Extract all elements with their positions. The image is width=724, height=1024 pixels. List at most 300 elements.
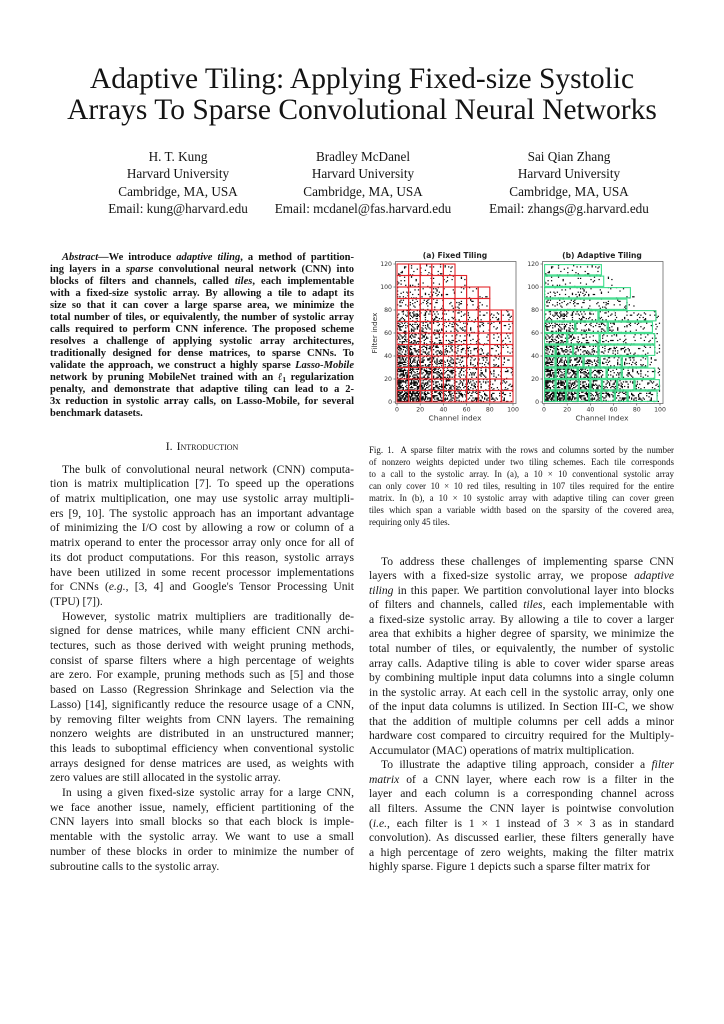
- nonzero-weight-dot: [479, 374, 480, 375]
- nonzero-weight-dot: [575, 393, 576, 394]
- text-line: [369, 468, 674, 480]
- nonzero-weight-dot: [625, 339, 626, 340]
- nonzero-weight-dot: [564, 354, 565, 355]
- line-text: [369, 469, 674, 479]
- nonzero-weight-dot: [552, 350, 553, 351]
- nonzero-weight-dot: [588, 363, 589, 364]
- nonzero-weight-dot: [493, 364, 494, 365]
- nonzero-weight-dot: [549, 396, 550, 397]
- nonzero-weight-dot: [557, 361, 558, 362]
- nonzero-weight-dot: [603, 302, 604, 303]
- nonzero-weight-dot: [581, 307, 582, 308]
- nonzero-weight-dot: [630, 323, 631, 324]
- nonzero-weight-dot: [609, 384, 610, 385]
- nonzero-weight-dot: [406, 400, 407, 401]
- nonzero-weight-dot: [586, 351, 587, 352]
- nonzero-weight-dot: [457, 358, 458, 359]
- nonzero-weight-dot: [654, 388, 655, 389]
- nonzero-weight-dot: [424, 386, 425, 387]
- nonzero-weight-dot: [486, 296, 487, 297]
- nonzero-weight-dot: [603, 358, 604, 359]
- nonzero-weight-dot: [510, 384, 511, 385]
- nonzero-weight-dot: [402, 377, 403, 378]
- nonzero-weight-dot: [462, 384, 463, 385]
- nonzero-weight-dot: [405, 336, 406, 337]
- nonzero-weight-dot: [498, 318, 499, 319]
- nonzero-weight-dot: [599, 371, 600, 372]
- text-run: , each implementable: [252, 276, 354, 287]
- nonzero-weight-dot: [593, 388, 594, 389]
- nonzero-weight-dot: [595, 340, 596, 341]
- nonzero-weight-dot: [398, 395, 399, 396]
- nonzero-weight-dot: [568, 396, 569, 397]
- nonzero-weight-dot: [612, 340, 613, 341]
- nonzero-weight-dot: [404, 374, 405, 375]
- nonzero-weight-dot: [632, 370, 633, 371]
- nonzero-weight-dot: [426, 349, 427, 350]
- nonzero-weight-dot: [611, 386, 612, 387]
- nonzero-weight-dot: [417, 328, 418, 329]
- nonzero-weight-dot: [546, 388, 547, 389]
- nonzero-weight-dot: [448, 384, 449, 385]
- nonzero-weight-dot: [638, 313, 639, 314]
- text-line: [50, 698, 354, 713]
- nonzero-weight-dot: [441, 377, 442, 378]
- line-text: [369, 445, 674, 455]
- nonzero-weight-dot: [551, 339, 552, 340]
- nonzero-weight-dot: [546, 371, 547, 372]
- nonzero-weight-dot: [413, 369, 414, 370]
- nonzero-weight-dot: [456, 381, 457, 382]
- nonzero-weight-dot: [557, 349, 558, 350]
- nonzero-weight-dot: [450, 267, 451, 268]
- nonzero-weight-dot: [484, 399, 485, 400]
- nonzero-weight-dot: [450, 394, 451, 395]
- nonzero-weight-dot: [586, 393, 587, 394]
- nonzero-weight-dot: [596, 377, 597, 378]
- nonzero-weight-dot: [458, 393, 459, 394]
- nonzero-weight-dot: [405, 347, 406, 348]
- nonzero-weight-dot: [463, 340, 464, 341]
- nonzero-weight-dot: [651, 357, 652, 358]
- nonzero-weight-dot: [499, 393, 500, 394]
- nonzero-weight-dot: [636, 386, 637, 387]
- nonzero-weight-dot: [498, 365, 499, 366]
- text-run: number of these blocks in order to minimize the number of: [50, 844, 354, 858]
- nonzero-weight-dot: [553, 292, 554, 293]
- nonzero-weight-dot: [588, 273, 589, 274]
- nonzero-weight-dot: [567, 395, 568, 396]
- nonzero-weight-dot: [594, 351, 595, 352]
- nonzero-weight-dot: [398, 371, 399, 372]
- nonzero-weight-dot: [414, 340, 415, 341]
- nonzero-weight-dot: [601, 377, 602, 378]
- nonzero-weight-dot: [546, 341, 547, 342]
- nonzero-weight-dot: [596, 361, 597, 362]
- nonzero-weight-dot: [604, 358, 605, 359]
- nonzero-weight-dot: [547, 382, 548, 383]
- nonzero-weight-dot: [405, 386, 406, 387]
- nonzero-weight-dot: [406, 357, 407, 358]
- nonzero-weight-dot: [412, 369, 413, 370]
- nonzero-weight-dot: [559, 294, 560, 295]
- nonzero-weight-dot: [564, 326, 565, 327]
- paper-title: [0, 64, 724, 126]
- line-text: [369, 671, 674, 684]
- nonzero-weight-dot: [617, 363, 618, 364]
- nonzero-weight-dot: [421, 373, 422, 374]
- nonzero-weight-dot: [572, 327, 573, 328]
- nonzero-weight-dot: [481, 386, 482, 387]
- nonzero-weight-dot: [561, 381, 562, 382]
- nonzero-weight-dot: [418, 284, 419, 285]
- nonzero-weight-dot: [405, 362, 406, 363]
- nonzero-weight-dot: [482, 304, 483, 305]
- nonzero-weight-dot: [416, 279, 417, 280]
- nonzero-weight-dot: [439, 393, 440, 394]
- nonzero-weight-dot: [504, 397, 505, 398]
- nonzero-weight-dot: [633, 359, 634, 360]
- line-text: [50, 288, 354, 299]
- text-run: , a method of partition-: [240, 252, 354, 263]
- nonzero-weight-dot: [400, 387, 401, 388]
- nonzero-weight-dot: [469, 392, 470, 393]
- nonzero-weight-dot: [614, 304, 615, 305]
- nonzero-weight-dot: [399, 376, 400, 377]
- nonzero-weight-dot: [556, 324, 557, 325]
- nonzero-weight-dot: [434, 334, 435, 335]
- nonzero-weight-dot: [412, 400, 413, 401]
- nonzero-weight-dot: [560, 393, 561, 394]
- nonzero-weight-dot: [510, 317, 511, 318]
- nonzero-weight-dot: [461, 369, 462, 370]
- nonzero-weight-dot: [404, 339, 405, 340]
- nonzero-weight-dot: [413, 377, 414, 378]
- nonzero-weight-dot: [446, 354, 447, 355]
- nonzero-weight-dot: [550, 373, 551, 374]
- nonzero-weight-dot: [476, 399, 477, 400]
- nonzero-weight-dot: [547, 359, 548, 360]
- nonzero-weight-dot: [470, 359, 471, 360]
- nonzero-weight-dot: [567, 312, 568, 313]
- nonzero-weight-dot: [551, 369, 552, 370]
- nonzero-weight-dot: [423, 382, 424, 383]
- nonzero-weight-dot: [551, 266, 552, 267]
- nonzero-weight-dot: [565, 341, 566, 342]
- nonzero-weight-dot: [399, 396, 400, 397]
- nonzero-weight-dot: [616, 369, 617, 370]
- line-text: [50, 668, 354, 681]
- nonzero-weight-dot: [436, 397, 437, 398]
- nonzero-weight-dot: [412, 382, 413, 383]
- text-run: size so that it can cover a large sparse area, we minimize the: [50, 300, 354, 311]
- nonzero-weight-dot: [576, 347, 577, 348]
- nonzero-weight-dot: [464, 394, 465, 395]
- nonzero-weight-dot: [557, 369, 558, 370]
- nonzero-weight-dot: [413, 374, 414, 375]
- nonzero-weight-dot: [510, 395, 511, 396]
- nonzero-weight-dot: [572, 370, 573, 371]
- nonzero-weight-dot: [400, 335, 401, 336]
- nonzero-weight-dot: [603, 341, 604, 342]
- nonzero-weight-dot: [557, 312, 558, 313]
- nonzero-weight-dot: [622, 348, 623, 349]
- nonzero-weight-dot: [588, 308, 589, 309]
- nonzero-weight-dot: [402, 351, 403, 352]
- nonzero-weight-dot: [504, 399, 505, 400]
- nonzero-weight-dot: [464, 331, 465, 332]
- nonzero-weight-dot: [580, 346, 581, 347]
- nonzero-weight-dot: [657, 333, 658, 334]
- author-name: Sai Qian Zhang: [527, 149, 611, 164]
- nonzero-weight-dot: [551, 346, 552, 347]
- nonzero-weight-dot: [557, 397, 558, 398]
- nonzero-weight-dot: [427, 384, 428, 385]
- nonzero-weight-dot: [619, 397, 620, 398]
- nonzero-weight-dot: [565, 364, 566, 365]
- nonzero-weight-dot: [592, 387, 593, 388]
- nonzero-weight-dot: [410, 348, 411, 349]
- nonzero-weight-dot: [404, 369, 405, 370]
- nonzero-weight-dot: [571, 351, 572, 352]
- nonzero-weight-dot: [452, 335, 453, 336]
- nonzero-weight-dot: [497, 312, 498, 313]
- nonzero-weight-dot: [583, 346, 584, 347]
- nonzero-weight-dot: [434, 318, 435, 319]
- nonzero-weight-dot: [417, 399, 418, 400]
- text-line: [369, 613, 674, 628]
- nonzero-weight-dot: [652, 338, 653, 339]
- nonzero-weight-dot: [546, 339, 547, 340]
- text-run: signed for dense matrices, while many efficient CNN archi-: [50, 624, 354, 638]
- nonzero-weight-dot: [647, 382, 648, 383]
- nonzero-weight-dot: [412, 312, 413, 313]
- line-text: [369, 569, 674, 582]
- nonzero-weight-dot: [421, 369, 422, 370]
- nonzero-weight-dot: [545, 362, 546, 363]
- nonzero-weight-dot: [446, 340, 447, 341]
- nonzero-weight-dot: [557, 342, 558, 343]
- nonzero-weight-dot: [494, 400, 495, 401]
- nonzero-weight-dot: [426, 387, 427, 388]
- nonzero-weight-dot: [558, 354, 559, 355]
- author-location: Cambridge, MA, USA: [509, 183, 629, 199]
- line-text: [50, 639, 354, 652]
- nonzero-weight-dot: [546, 302, 547, 303]
- nonzero-weight-dot: [558, 338, 559, 339]
- nonzero-weight-dot: [579, 295, 580, 296]
- nonzero-weight-dot: [593, 348, 594, 349]
- nonzero-weight-dot: [587, 377, 588, 378]
- x-tick-label: 40: [586, 406, 595, 414]
- nonzero-weight-dot: [651, 397, 652, 398]
- nonzero-weight-dot: [558, 380, 559, 381]
- nonzero-weight-dot: [583, 350, 584, 351]
- nonzero-weight-dot: [450, 342, 451, 343]
- text-run: benchmark datasets.: [50, 408, 143, 419]
- nonzero-weight-dot: [436, 330, 437, 331]
- nonzero-weight-dot: [472, 304, 473, 305]
- nonzero-weight-dot: [550, 394, 551, 395]
- nonzero-weight-dot: [412, 300, 413, 301]
- nonzero-weight-dot: [398, 380, 399, 381]
- nonzero-weight-dot: [590, 361, 591, 362]
- text-run: of filters and channels, called: [369, 598, 524, 612]
- nonzero-weight-dot: [560, 358, 561, 359]
- nonzero-weight-dot: [585, 313, 586, 314]
- nonzero-weight-dot: [427, 372, 428, 373]
- nonzero-weight-dot: [410, 358, 411, 359]
- nonzero-weight-dot: [412, 285, 413, 286]
- nonzero-weight-dot: [602, 363, 603, 364]
- nonzero-weight-dot: [398, 385, 399, 386]
- nonzero-weight-dot: [550, 325, 551, 326]
- nonzero-weight-dot: [639, 393, 640, 394]
- nonzero-weight-dot: [504, 381, 505, 382]
- nonzero-weight-dot: [600, 372, 601, 373]
- nonzero-weight-dot: [568, 327, 569, 328]
- text-run: In using a given fixed-size systolic array for a large CNN,: [62, 786, 354, 800]
- nonzero-weight-dot: [400, 318, 401, 319]
- nonzero-weight-dot: [568, 386, 569, 387]
- nonzero-weight-dot: [413, 400, 414, 401]
- nonzero-weight-dot: [484, 315, 485, 316]
- nonzero-weight-dot: [491, 323, 492, 324]
- nonzero-weight-dot: [607, 393, 608, 394]
- nonzero-weight-dot: [570, 349, 571, 350]
- nonzero-weight-dot: [400, 293, 401, 294]
- nonzero-weight-dot: [445, 394, 446, 395]
- nonzero-weight-dot: [456, 324, 457, 325]
- line-text: [50, 654, 354, 667]
- nonzero-weight-dot: [503, 393, 504, 394]
- nonzero-weight-dot: [546, 376, 547, 377]
- nonzero-weight-dot: [596, 376, 597, 377]
- nonzero-weight-dot: [601, 351, 602, 352]
- nonzero-weight-dot: [406, 346, 407, 347]
- nonzero-weight-dot: [417, 373, 418, 374]
- text-run: array calls. Adaptive tiling is able to cover wider sparse areas: [369, 656, 674, 670]
- nonzero-weight-dot: [632, 362, 633, 363]
- nonzero-weight-dot: [593, 395, 594, 396]
- nonzero-weight-dot: [578, 292, 579, 293]
- nonzero-weight-dot: [458, 373, 459, 374]
- nonzero-weight-dot: [508, 359, 509, 360]
- text-run: hardware cost compared to circuitry required for the Multiply-: [369, 729, 674, 743]
- nonzero-weight-dot: [570, 362, 571, 363]
- nonzero-weight-dot: [552, 354, 553, 355]
- nonzero-weight-dot: [429, 381, 430, 382]
- nonzero-weight-dot: [575, 348, 576, 349]
- nonzero-weight-dot: [605, 384, 606, 385]
- nonzero-weight-dot: [403, 370, 404, 371]
- nonzero-weight-dot: [507, 315, 508, 316]
- nonzero-weight-dot: [493, 393, 494, 394]
- nonzero-weight-dot: [605, 400, 606, 401]
- nonzero-weight-dot: [615, 388, 616, 389]
- nonzero-weight-dot: [402, 397, 403, 398]
- nonzero-weight-dot: [474, 400, 475, 401]
- nonzero-weight-dot: [471, 395, 472, 396]
- line-text: [50, 698, 354, 711]
- nonzero-weight-dot: [657, 326, 658, 327]
- nonzero-weight-dot: [418, 351, 419, 352]
- line-text: [369, 700, 674, 713]
- nonzero-weight-dot: [604, 331, 605, 332]
- nonzero-weight-dot: [559, 354, 560, 355]
- nonzero-weight-dot: [484, 397, 485, 398]
- author-block: [253, 148, 473, 217]
- nonzero-weight-dot: [545, 399, 546, 400]
- nonzero-weight-dot: [564, 399, 565, 400]
- nonzero-weight-dot: [464, 326, 465, 327]
- nonzero-weight-dot: [626, 325, 627, 326]
- nonzero-weight-dot: [568, 369, 569, 370]
- nonzero-weight-dot: [545, 273, 546, 274]
- nonzero-weight-dot: [630, 315, 631, 316]
- nonzero-weight-dot: [462, 385, 463, 386]
- nonzero-weight-dot: [429, 346, 430, 347]
- nonzero-weight-dot: [637, 372, 638, 373]
- nonzero-weight-dot: [546, 334, 547, 335]
- nonzero-weight-dot: [575, 373, 576, 374]
- nonzero-weight-dot: [631, 393, 632, 394]
- nonzero-weight-dot: [418, 341, 419, 342]
- nonzero-weight-dot: [589, 305, 590, 306]
- nonzero-weight-dot: [416, 369, 417, 370]
- nonzero-weight-dot: [590, 323, 591, 324]
- nonzero-weight-dot: [452, 393, 453, 394]
- nonzero-weight-dot: [587, 376, 588, 377]
- line-text: [50, 580, 354, 593]
- nonzero-weight-dot: [554, 305, 555, 306]
- nonzero-weight-dot: [445, 386, 446, 387]
- nonzero-weight-dot: [427, 371, 428, 372]
- nonzero-weight-dot: [498, 336, 499, 337]
- nonzero-weight-dot: [439, 400, 440, 401]
- nonzero-weight-dot: [628, 319, 629, 320]
- nonzero-weight-dot: [421, 358, 422, 359]
- nonzero-weight-dot: [556, 336, 557, 337]
- nonzero-weight-dot: [460, 393, 461, 394]
- nonzero-weight-dot: [571, 386, 572, 387]
- nonzero-weight-dot: [572, 382, 573, 383]
- nonzero-weight-dot: [413, 331, 414, 332]
- nonzero-weight-dot: [445, 319, 446, 320]
- nonzero-weight-dot: [564, 365, 565, 366]
- nonzero-weight-dot: [417, 386, 418, 387]
- line-text: [50, 492, 354, 505]
- nonzero-weight-dot: [612, 400, 613, 401]
- nonzero-weight-dot: [398, 363, 399, 364]
- nonzero-weight-dot: [424, 336, 425, 337]
- nonzero-weight-dot: [476, 400, 477, 401]
- nonzero-weight-dot: [462, 348, 463, 349]
- nonzero-weight-dot: [612, 395, 613, 396]
- nonzero-weight-dot: [547, 280, 548, 281]
- y-tick-label: 40: [384, 353, 392, 361]
- nonzero-weight-dot: [470, 340, 471, 341]
- nonzero-weight-dot: [593, 281, 594, 282]
- nonzero-weight-dot: [594, 385, 595, 386]
- nonzero-weight-dot: [421, 388, 422, 389]
- nonzero-weight-dot: [404, 393, 405, 394]
- text-run: 3x reduction in systolic array calls, on Lasso-Mobile, for several: [50, 396, 354, 407]
- nonzero-weight-dot: [564, 371, 565, 372]
- nonzero-weight-dot: [644, 319, 645, 320]
- nonzero-weight-dot: [546, 400, 547, 401]
- nonzero-weight-dot: [508, 313, 509, 314]
